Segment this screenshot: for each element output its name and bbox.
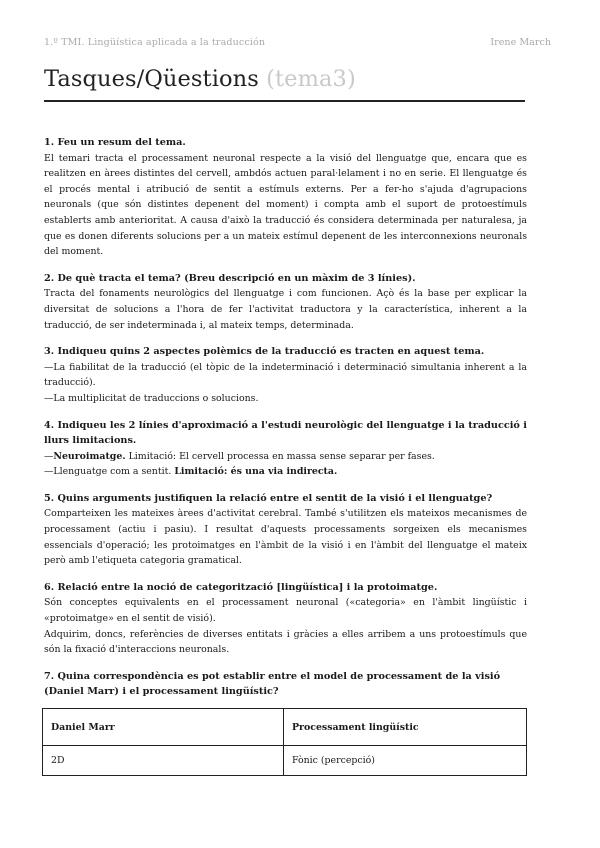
item-term: Neuroimatge. [53,450,126,462]
table-cell: 2D [43,746,284,776]
question-1-answer: El temari tracta el processament neuronal respecte a la visió del llenguatge que, encara que es realitzen en àrees distintes del cervell, ambdós actuen paral·lelament i no en serie. El llenguatge és el procés mental i atribució de sentit a estímuls externs. Per a fer-ho s'ajuda d'agrupacions neuronals (que són distintes depenent del moment) i compta amb el suport de protoestímuls establerts amb anterioritat. A causa d'això la traducció és considera determinada per naturalesa, ja que es donen diferents solucions per a un mateix estímul depenent de les interconnexions neuronals del moment. [44,152,527,258]
table-header-cell: Processament lingüístic [284,709,527,746]
dash: — [44,450,54,462]
question-3-item: —La fiabilitat de la traducció (el tòpic de la indeterminació i determinació simultania inherent a la traducció). [44,361,527,389]
question-5 [44,491,527,569]
question-2 [44,271,527,333]
dash: — [44,466,54,478]
question-7-heading: 7. Quina correspondència es pot establir entre el model de processament de la visió (Daniel Marr) i el processament lingüístic? [44,670,501,698]
item-text: Llenguatge com a sentit. [53,466,175,478]
question-4-item [44,464,527,480]
page-header [44,37,551,51]
correspondence-table [42,708,527,776]
item-limitation: Limitació: és una via indirecta. [174,466,338,478]
question-2-answer: Tracta del fonaments neurològics del llenguatge i com funcionen. Açò és la base per explicar la diversitat de solucions a l'hora de fer l'activitat traductora y la característica, inherent a la traducció, de ser indeterminada i, al mateix temps, determinada. [44,288,527,331]
question-6 [44,580,527,658]
table-cell: Fònic (percepció) [284,746,527,776]
title-divider [44,100,525,102]
header-author: Irene March [490,37,551,48]
document-body [44,135,527,711]
question-4 [44,418,527,480]
question-5-heading: 5. Quins arguments justifiquen la relació entre el sentit de la visió i el llenguatge? [44,492,493,504]
question-2-heading: 2. De què tracta el tema? (Breu descripció en un màxim de 3 línies). [44,272,416,284]
table-header-cell: Daniel Marr [43,709,284,746]
question-3 [44,344,527,406]
question-6-heading: 6. Relació entre la noció de categorització [lingüística] i la protoimatge. [44,581,438,593]
question-1-heading: 1. Feu un resum del tema. [44,137,186,148]
question-3-item: —La multiplicitat de traduccions o solucions. [44,392,259,404]
question-4-heading: 4. Indiqueu les 2 línies d'aproximació a l'estudi neurològic del llenguatge i la traducció i llurs limitacions. [44,419,527,447]
question-3-heading: 3. Indiqueu quins 2 aspectes polèmics de la traducció es tracten en aquest tema. [44,346,485,358]
page-title [44,66,356,92]
question-6-paragraph: Adquirim, doncs, referències de diverses entitats i gràcies a elles arribem a uns protoestímuls que són la fixació d'interaccions neuronals. [44,628,527,656]
title-main: Tasques/Qüestions [44,66,259,92]
question-1 [44,135,527,260]
title-suffix: (tema3) [266,66,356,92]
table-header-row [43,709,527,746]
item-text: Limitació: El cervell processa en massa sense separar per fases. [125,450,435,462]
question-4-item [44,449,527,465]
table-row [43,746,527,776]
question-6-paragraph: Són conceptes equivalents en el processament neuronal («categoria» en l'àmbit lingüístic i «protoimatge» en el sentit de visió). [44,597,527,625]
question-7 [44,669,527,700]
header-course: 1.º TMI. Lingüística aplicada a la traducción [44,37,266,48]
question-5-answer: Comparteixen les mateixes àrees d'activitat cerebral. També s'utilitzen els mateixos mecanismes de processament (actiu i pasiu). I resultat d'aquests processaments sorgeixen els mecanismes essencials d'operació; les protoimatges en l'àmbit de la visió i en l'àmbit del llenguatge el mateix però amb l'etiqueta categoria gramatical. [44,508,527,567]
